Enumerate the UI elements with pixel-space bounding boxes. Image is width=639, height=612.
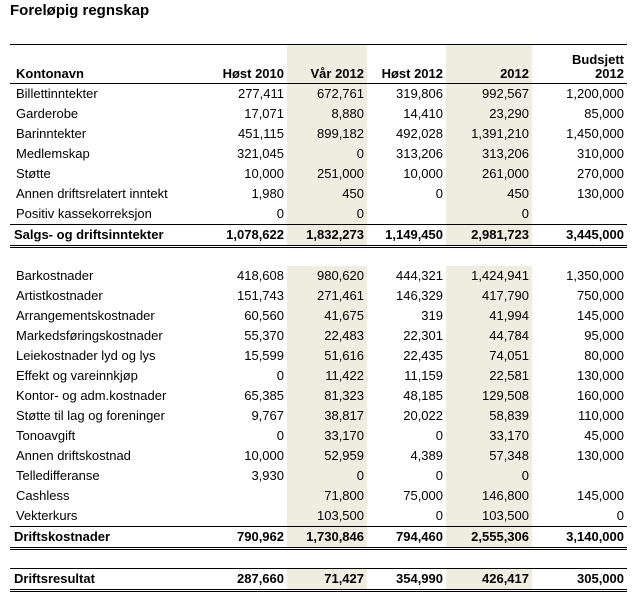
value-h2010: 321,045	[237, 146, 284, 161]
cost-row	[10, 326, 627, 346]
value-v2012: 52,959	[287, 446, 367, 466]
header-budget-2012: Budsjett 2012	[532, 45, 627, 84]
value-v2012: 38,817	[287, 406, 367, 426]
value-budget: 85,000	[584, 106, 624, 121]
value-budget: 110,000	[577, 408, 624, 423]
value-y2012: 1,424,941	[446, 266, 532, 286]
value-v2012: 51,616	[287, 346, 367, 366]
value-budget: 270,000	[577, 166, 624, 181]
value-h2012: 0	[435, 428, 443, 443]
income-row	[10, 144, 627, 164]
value-h2010: 0	[276, 206, 284, 221]
value-budget: 130,000	[577, 448, 624, 463]
account-name: Tonoavgift	[16, 428, 76, 443]
value-h2012: 1,149,450	[367, 225, 446, 247]
cost-total-row	[10, 527, 627, 549]
header-var-2012: Vår 2012	[287, 45, 367, 84]
income-row	[10, 184, 627, 204]
value-h2010: 10,000	[244, 448, 284, 463]
income-row	[10, 204, 627, 225]
value-h2012: 319	[421, 308, 443, 323]
value-h2012: 0	[435, 508, 443, 523]
value-v2012: 271,461	[287, 286, 367, 306]
value-budget: 95,000	[584, 328, 624, 343]
value-v2012: 0	[287, 466, 367, 486]
report-title: Foreløpig regnskap	[10, 2, 150, 19]
value-budget: 145,000	[577, 308, 624, 323]
value-v2012: 980,620	[287, 266, 367, 286]
cost-row	[10, 386, 627, 406]
value-y2012: 313,206	[446, 144, 532, 164]
account-name: Driftskostnader	[10, 527, 203, 549]
value-h2012: 22,435	[403, 348, 443, 363]
value-h2010: 65,385	[244, 388, 284, 403]
account-name: Effekt og vareinnkjøp	[16, 368, 138, 383]
value-budget: 1,200,000	[566, 86, 624, 101]
value-h2012	[367, 204, 446, 225]
value-y2012: 450	[446, 184, 532, 204]
header-kontonavn: Kontonavn	[10, 45, 203, 84]
value-h2010: 9,767	[251, 408, 284, 423]
value-h2010: 0	[276, 368, 284, 383]
value-y2012: 33,170	[446, 426, 532, 446]
cost-row	[10, 406, 627, 426]
value-h2010: 60,560	[244, 308, 284, 323]
value-budget: 750,000	[577, 288, 624, 303]
header-host-2010: Høst 2010	[203, 45, 287, 84]
value-v2012: 672,761	[287, 84, 367, 105]
account-name: Barinntekter	[16, 126, 87, 141]
value-y2012: 1,391,210	[446, 124, 532, 144]
value-v2012: 0	[287, 204, 367, 225]
value-budget: 1,350,000	[566, 268, 624, 283]
value-h2010	[203, 486, 287, 506]
value-y2012: 426,417	[446, 569, 532, 591]
account-name: Markedsføringskostnader	[16, 328, 163, 343]
value-budget: 3,445,000	[532, 225, 627, 247]
value-v2012: 71,800	[287, 486, 367, 506]
account-name: Positiv kassekorreksjon	[16, 206, 152, 221]
value-y2012: 261,000	[446, 164, 532, 184]
income-row	[10, 164, 627, 184]
value-budget: 160,000	[577, 388, 624, 403]
value-h2012: 4,389	[410, 448, 443, 463]
value-h2010: 55,370	[244, 328, 284, 343]
cost-row	[10, 346, 627, 366]
value-budget: 130,000	[577, 368, 624, 383]
value-h2012: 48,185	[403, 388, 443, 403]
account-name: Salgs- og driftsinntekter	[10, 225, 203, 247]
value-h2012: 313,206	[396, 146, 443, 161]
value-budget	[532, 204, 627, 225]
account-name: Barkostnader	[16, 268, 94, 283]
value-y2012: 58,839	[446, 406, 532, 426]
account-name: Telledifferanse	[16, 468, 100, 483]
accounts-table	[10, 44, 627, 592]
value-h2012: 354,990	[367, 569, 446, 591]
account-name: Cashless	[16, 488, 70, 503]
value-v2012: 8,880	[287, 104, 367, 124]
value-h2010: 3,930	[251, 468, 284, 483]
header-host-2012: Høst 2012	[367, 45, 446, 84]
value-v2012: 41,675	[287, 306, 367, 326]
account-name: Vekterkurs	[16, 508, 78, 523]
value-v2012: 81,323	[287, 386, 367, 406]
value-y2012: 44,784	[446, 326, 532, 346]
value-budget: 145,000	[577, 488, 624, 503]
value-h2012: 75,000	[403, 488, 443, 503]
value-h2010: 151,743	[237, 288, 284, 303]
value-h2010: 1,078,622	[203, 225, 287, 247]
value-v2012: 899,182	[287, 124, 367, 144]
cost-row	[10, 506, 627, 527]
income-total-row	[10, 225, 627, 247]
account-name: Kontor- og adm.kostnader	[16, 388, 167, 403]
value-y2012: 2,981,723	[446, 225, 532, 247]
cost-row	[10, 306, 627, 326]
value-y2012: 103,500	[446, 506, 532, 527]
value-budget: 305,000	[532, 569, 627, 591]
value-v2012: 103,500	[287, 506, 367, 527]
value-h2010	[203, 506, 287, 527]
value-h2010: 277,411	[237, 86, 284, 101]
cost-row	[10, 426, 627, 446]
account-name: Annen driftskostnad	[16, 448, 131, 463]
value-h2012: 444,321	[396, 268, 443, 283]
account-name: Billettinntekter	[16, 86, 98, 101]
result-total-row	[10, 569, 627, 591]
value-h2010: 451,115	[237, 126, 284, 141]
header-row	[10, 45, 627, 84]
account-name: Artistkostnader	[16, 288, 103, 303]
value-y2012: 57,348	[446, 446, 532, 466]
spacer-row	[10, 247, 627, 267]
spacer-row	[10, 549, 627, 569]
value-h2012: 0	[435, 186, 443, 201]
value-v2012: 1,832,273	[287, 225, 367, 247]
value-y2012: 22,581	[446, 366, 532, 386]
value-y2012: 2,555,306	[446, 527, 532, 549]
value-h2010: 10,000	[244, 166, 284, 181]
cost-row	[10, 486, 627, 506]
account-name: Arrangementskostnader	[16, 308, 155, 323]
value-v2012: 71,427	[287, 569, 367, 591]
value-h2010: 0	[276, 428, 284, 443]
value-budget: 3,140,000	[532, 527, 627, 549]
value-v2012: 33,170	[287, 426, 367, 446]
value-v2012: 11,422	[287, 366, 367, 386]
value-y2012: 41,994	[446, 306, 532, 326]
value-y2012: 417,790	[446, 286, 532, 306]
value-budget: 130,000	[577, 186, 624, 201]
value-h2012: 146,329	[396, 288, 443, 303]
cost-row	[10, 366, 627, 386]
value-v2012: 0	[287, 144, 367, 164]
value-v2012: 1,730,846	[287, 527, 367, 549]
income-row	[10, 124, 627, 144]
value-budget: 0	[616, 508, 624, 523]
cost-row	[10, 466, 627, 486]
value-h2012: 14,410	[403, 106, 443, 121]
value-h2010: 17,071	[244, 106, 284, 121]
value-h2010: 15,599	[244, 348, 284, 363]
value-y2012: 992,567	[446, 84, 532, 105]
account-name: Annen driftsrelatert inntekt	[16, 186, 168, 201]
value-y2012: 0	[446, 466, 532, 486]
value-h2012: 0	[435, 468, 443, 483]
value-budget: 80,000	[584, 348, 624, 363]
value-h2010: 1,980	[251, 186, 284, 201]
cost-row	[10, 446, 627, 466]
value-h2012: 10,000	[403, 166, 443, 181]
cost-row	[10, 286, 627, 306]
value-h2010: 790,962	[203, 527, 287, 549]
account-name: Driftsresultat	[10, 569, 203, 591]
header-year-2012: 2012	[446, 45, 532, 84]
value-y2012: 146,800	[446, 486, 532, 506]
value-h2012: 11,159	[404, 368, 443, 383]
account-name: Støtte til lag og foreninger	[16, 408, 165, 423]
account-name: Medlemskap	[16, 146, 90, 161]
value-budget: 310,000	[577, 146, 624, 161]
value-budget: 1,450,000	[566, 126, 624, 141]
value-h2012: 22,301	[403, 328, 443, 343]
income-row	[10, 104, 627, 124]
value-v2012: 450	[287, 184, 367, 204]
value-v2012: 22,483	[287, 326, 367, 346]
cost-row	[10, 266, 627, 286]
value-y2012: 0	[446, 204, 532, 225]
value-h2010: 418,608	[237, 268, 284, 283]
value-y2012: 129,508	[446, 386, 532, 406]
value-h2012: 20,022	[403, 408, 443, 423]
account-name: Støtte	[16, 166, 51, 181]
value-h2012: 794,460	[367, 527, 446, 549]
value-h2012: 492,028	[396, 126, 443, 141]
account-name: Garderobe	[16, 106, 79, 121]
value-h2010: 287,660	[203, 569, 287, 591]
value-y2012: 74,051	[446, 346, 532, 366]
value-h2012: 319,806	[396, 86, 443, 101]
income-row	[10, 84, 627, 105]
value-budget: 45,000	[584, 428, 624, 443]
value-v2012: 251,000	[287, 164, 367, 184]
value-y2012: 23,290	[446, 104, 532, 124]
value-budget	[532, 466, 627, 486]
account-name: Leiekostnader lyd og lys	[16, 348, 156, 363]
